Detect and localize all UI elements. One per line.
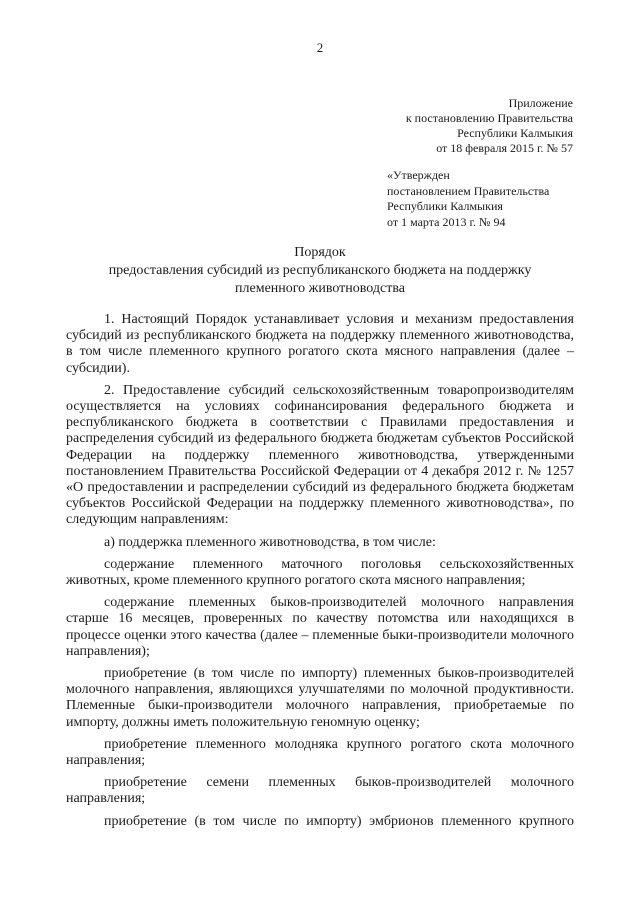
approval-line: постановлением Правительства xyxy=(387,183,550,198)
paragraph: содержание племенного маточного поголовья сельскохозяйственных животных, кроме племенного крупного рогатого скота мясного направления; xyxy=(66,556,574,589)
annex-block xyxy=(406,96,573,156)
approval-line: «Утвержден xyxy=(387,168,450,182)
annex-line: к постановлению Правительства xyxy=(405,111,573,125)
paragraph: а) поддержка племенного животноводства, в том числе: xyxy=(104,534,436,550)
title-heading: Порядок xyxy=(294,245,346,260)
document-body xyxy=(66,312,574,830)
paragraph: приобретение племенного молодняка крупного рогатого скота молочного направления; xyxy=(66,736,574,769)
paragraph: приобретение (в том числе по импорту) племенных быков-производителей молочного направления, являющихся улучшателями по молочной продуктивности. Племенные быки-производители молочного направления, приобретаемые по импорту, должны иметь положительную геномную оценку; xyxy=(66,666,574,730)
paragraph: содержание племенных быков-производителей молочного направления старше 16 месяцев, проверенных по качеству потомства или находящихся в процессе оценки этого качества (далее – племенные быки-производители молочного направления); xyxy=(66,595,574,659)
annex-line: Приложение xyxy=(508,96,573,110)
title-subtitle: племенного животноводства xyxy=(235,281,405,296)
paragraph: 1. Настоящий Порядок устанавливает условия и механизм предоставления субсидий из республиканского бюджета на поддержку племенного животноводства, в том числе племенного крупного рогатого скота мясного направления (далее – субсидии). xyxy=(66,312,574,376)
document-title xyxy=(60,244,580,298)
paragraph: приобретение (в том числе по импорту) эмбрионов племенного крупного xyxy=(104,813,574,829)
title-subtitle: предоставления субсидий из республиканского бюджета на поддержку xyxy=(108,263,532,278)
annex-line: от 18 февраля 2015 г. № 57 xyxy=(436,141,573,155)
paragraph: приобретение семени племенных быков-производителей молочного направления; xyxy=(66,775,574,807)
annex-line: Республики Калмыкия xyxy=(457,126,573,140)
paragraph: 2. Предоставление субсидий сельскохозяйственным товаропроизводителям осуществляется на условиях софинансирования федерального бюджета и республиканского бюджета в соответствии с Правилами предоставления и распределения субсидий из федерального бюджета бюджетам субъектов Российской Федерации на поддержку племенного животноводства, утвержденными постановлением Правительства Российской Федерации от 4 декабря 2012 г. № 1257 «О предоставлении и распределении субсидий из федерального бюджета бюджетам субъектов Российской Федерации на поддержку племенного животноводства», по следующим направлениям: xyxy=(66,382,574,528)
page-number: 2 xyxy=(316,40,324,55)
approval-block xyxy=(387,168,549,230)
approval-line: от 1 марта 2013 г. № 94 xyxy=(387,214,506,229)
approval-line: Республики Калмыкия xyxy=(387,199,503,213)
